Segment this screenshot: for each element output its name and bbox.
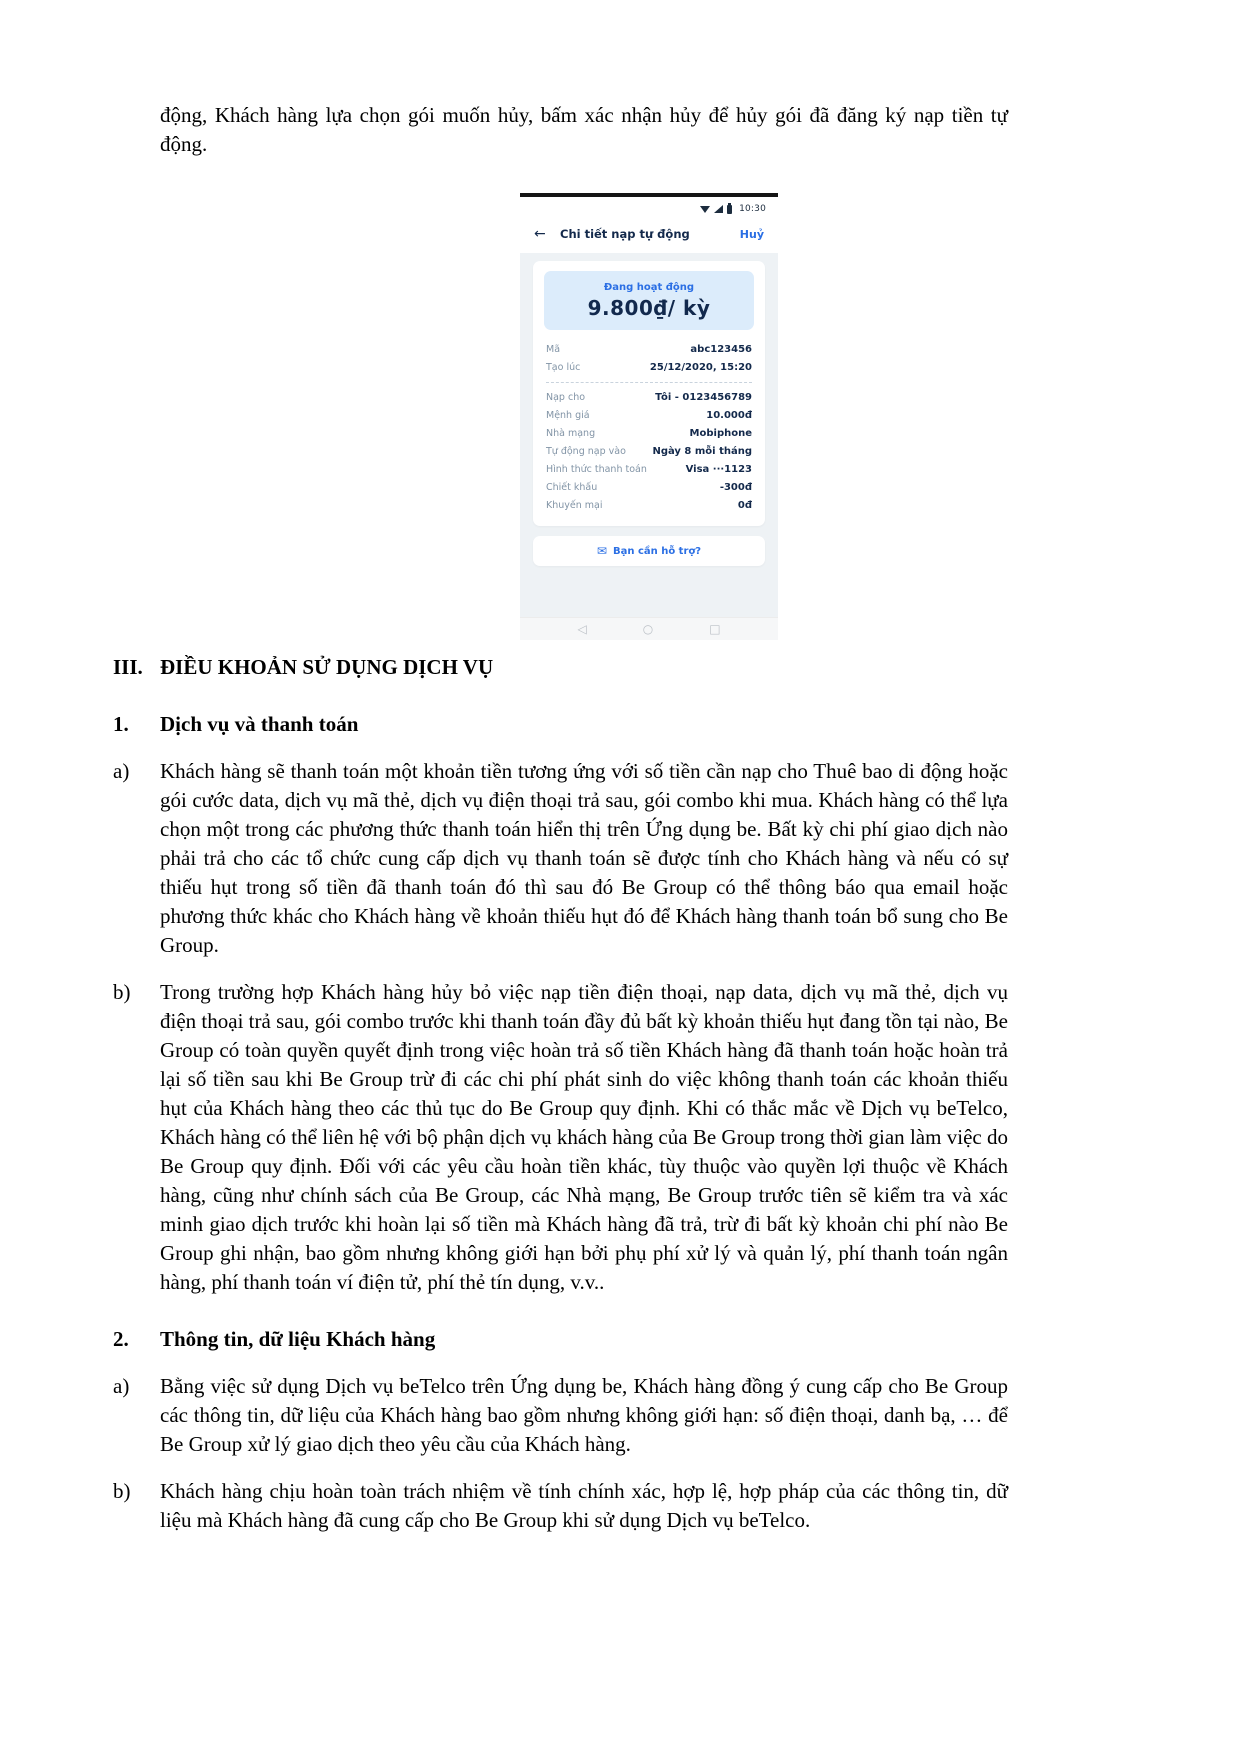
detail-value: abc123456 (690, 343, 752, 355)
detail-row (546, 358, 752, 376)
detail-value: 25/12/2020, 15:20 (649, 361, 752, 373)
detail-row (546, 406, 752, 424)
paragraph-1b (113, 978, 1008, 1297)
nav-recents-icon[interactable]: □ (709, 622, 721, 636)
detail-value: Tôi - 0123456789 (655, 391, 752, 403)
intro-text: động, Khách hàng lựa chọn gói muốn hủy, bấm xác nhận hủy để hủy gói đã đăng ký nạp tiền tự động. (160, 103, 1008, 156)
paragraph-2b-text: Khách hàng chịu hoàn toàn trách nhiệm về tính chính xác, hợp lệ, hợp pháp của các thông tin, dữ liệu mà Khách hàng đã cung cấp cho Be Group khi sử dụng Dịch vụ beTelco. (160, 1479, 1008, 1532)
paragraph-2a (113, 1372, 1008, 1459)
detail-row (546, 478, 752, 496)
subsection-2-number: 2. (113, 1327, 129, 1351)
paragraph-2b-marker: b) (113, 1479, 131, 1503)
detail-value: Visa ···1123 (685, 463, 752, 475)
section-numeral: III. (113, 655, 143, 679)
battery-icon (727, 205, 732, 214)
phone-app-bar (520, 221, 778, 253)
nav-back-icon[interactable]: ◁ (577, 622, 587, 636)
plan-status-label: Đang hoạt động (603, 282, 695, 293)
cancel-button[interactable]: Huỷ (739, 227, 764, 241)
detail-row (546, 424, 752, 442)
detail-label: Mệnh giá (546, 409, 590, 421)
detail-value: Ngày 8 mỗi tháng (652, 445, 752, 457)
paragraph-2a-text: Bằng việc sử dụng Dịch vụ beTelco trên Ứng dụng be, Khách hàng đồng ý cung cấp cho Be Group các thông tin, dữ liệu của Khách hàng bao gồm nhưng không giới hạn: số điện thoại, danh bạ, … để Be Group xử lý giao dịch theo yêu cầu của Khách hàng. (160, 1374, 1008, 1456)
intro-paragraph (113, 101, 1008, 159)
detail-row (546, 340, 752, 358)
detail-row (546, 496, 752, 514)
section-heading (113, 653, 1008, 682)
paragraph-1a-marker: a) (113, 759, 130, 783)
mail-icon: ✉ (596, 544, 607, 558)
detail-label: Tự động nạp vào (546, 445, 626, 457)
detail-row (546, 460, 752, 478)
detail-label: Khuyến mại (546, 499, 603, 511)
phone-body (520, 253, 778, 617)
dashed-divider (546, 382, 752, 383)
plan-price: 9.800₫/ kỳ (587, 296, 711, 320)
detail-rows (544, 330, 754, 514)
nav-home-icon[interactable]: ○ (642, 622, 654, 636)
paragraph-2b (113, 1477, 1008, 1535)
paragraph-1a (113, 757, 1008, 960)
paragraph-2a-marker: a) (113, 1374, 130, 1398)
detail-value: -300đ (719, 481, 752, 493)
phone-screenshot (520, 193, 778, 640)
subsection-2-heading (113, 1325, 1008, 1354)
cellular-signal-icon (714, 205, 723, 213)
status-time: 10:30 (739, 204, 766, 214)
phone-status-bar (520, 197, 778, 221)
detail-label: Hình thức thanh toán (546, 463, 647, 475)
paragraph-1b-text: Trong trường hợp Khách hàng hủy bỏ việc nạp tiền điện thoại, nạp data, dịch vụ mã thẻ, dịch vụ điện thoại trả sau, gói combo trước khi thanh toán đầy đủ bất kỳ khoản thiếu hụt đang tồn tại nào, Be Group có toàn quyền quyết định trong việc hoàn trả số tiền Khách hàng đã thanh toán hoặc hoàn trả lại số tiền sau khi Be Group trừ đi các chi phí phát sinh do việc không thanh toán các khoản thiếu hụt của Khách hàng theo các thủ tục do Be Group quy định. Khi có thắc mắc về Dịch vụ beTelco, Khách hàng có thể liên hệ với bộ phận dịch vụ khách hàng của Be Group trong thời gian làm việc do Be Group quy định. Đối với các yêu cầu hoàn tiền khác, tùy thuộc vào quyền lợi thuộc về Khách hàng, cũng như chính sách của Be Group, các Nhà mạng, Be Group trước tiên sẽ kiểm tra và xác minh giao dịch trước khi hoàn lại số tiền mà Khách hàng đã trả, trừ đi bất kỳ khoản chi phí nào Be Group ghi nhận, bao gồm nhưng không giới hạn bởi phụ phí xử lý và quản lý, phí thanh toán ngân hàng, phí thanh toán ví điện tử, phí thẻ tín dụng, v.v.. (160, 980, 1008, 1294)
subsection-1-heading (113, 710, 1008, 739)
detail-label: Tạo lúc (546, 361, 581, 373)
back-arrow-icon[interactable]: ← (534, 226, 546, 242)
paragraph-1a-text: Khách hàng sẽ thanh toán một khoản tiền tương ứng với số tiền cần nạp cho Thuê bao di động hoặc gói cước data, dịch vụ mã thẻ, dịch vụ điện thoại trả sau, gói combo khi mua. Khách hàng có thể lựa chọn một trong các phương thức thanh toán hiển thị trên Ứng dụng be. Bất kỳ chi phí giao dịch nào phải trả cho các tổ chức cung cấp dịch vụ thanh toán sẽ được tính cho Khách hàng và nếu có sự thiếu hụt trong số tiền đã thanh toán đó thì sau đó Be Group có thể thông báo qua email hoặc phương thức khác cho Khách hàng về khoản thiếu hụt đó để Khách hàng thanh toán bổ sung cho Be Group. (160, 759, 1008, 957)
subsection-1-number: 1. (113, 712, 129, 736)
detail-value: 0đ (737, 499, 752, 511)
paragraph-1b-marker: b) (113, 980, 131, 1004)
detail-label: Nhà mạng (546, 427, 596, 439)
section-title: ĐIỀU KHOẢN SỬ DỤNG DỊCH VỤ (160, 655, 494, 679)
android-nav-bar (520, 617, 778, 640)
support-button-label: Bạn cần hỗ trợ? (612, 545, 702, 557)
detail-row (546, 388, 752, 406)
detail-card (533, 261, 765, 526)
page-title: Chi tiết nạp tự động (560, 227, 690, 241)
detail-value: Mobiphone (689, 427, 752, 439)
detail-row (546, 442, 752, 460)
detail-label: Mã (546, 343, 561, 355)
subsection-2-title: Thông tin, dữ liệu Khách hàng (160, 1327, 436, 1351)
subsection-1-title: Dịch vụ và thanh toán (160, 712, 359, 736)
plan-status-card (544, 271, 754, 330)
detail-value: 10.000đ (706, 409, 752, 421)
detail-label: Chiết khấu (546, 481, 598, 493)
detail-label: Nạp cho (546, 391, 586, 403)
wifi-icon (700, 206, 710, 213)
support-button[interactable] (533, 536, 765, 566)
